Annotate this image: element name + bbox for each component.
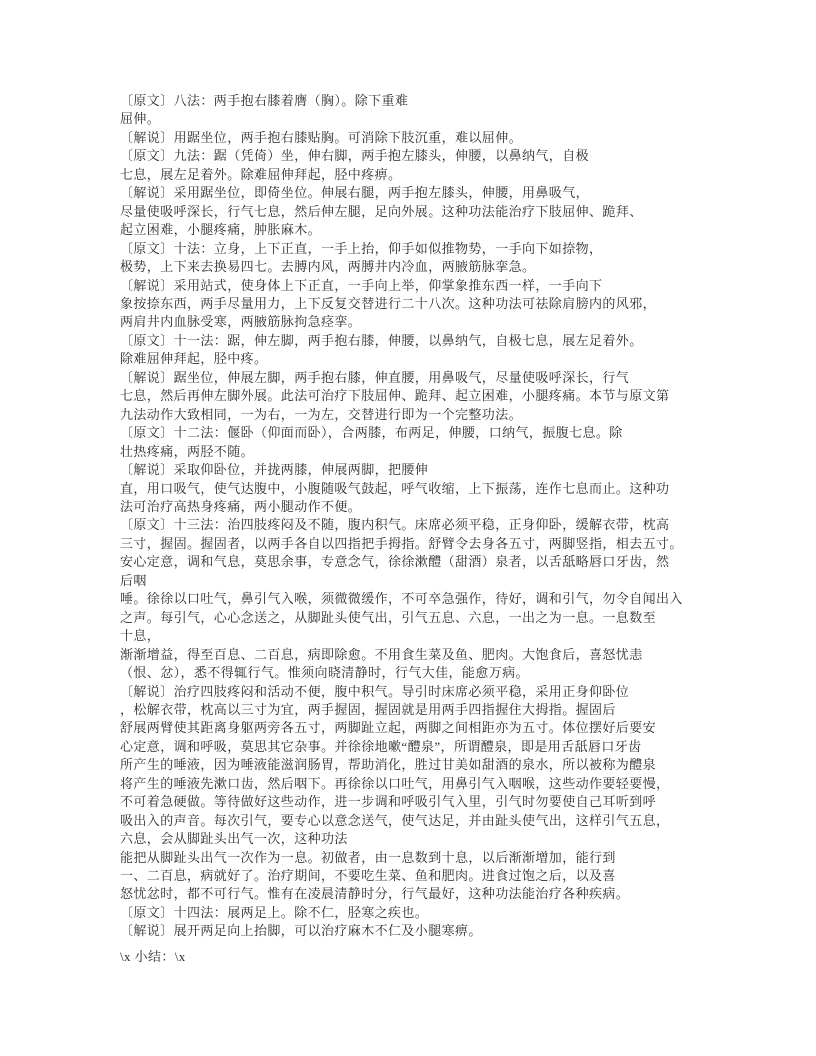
text-line: （恨、忿），悉不得辄行气。惟须向晓清静时，行气大佳，能愈万病。	[120, 665, 529, 681]
text-line: 吸出入的声音。每次引气，要专心以意念送气，使气达足，并由趾头使气出，这样引气五息，	[120, 812, 670, 828]
text-line: 九法动作大致相同，一为右，一为左，交替进行即为一个完整功法。	[120, 406, 523, 422]
text-line: 十息，	[120, 628, 161, 644]
text-line: 一、二百息，病就好了。治疗期间，不要吃生菜、鱼和肥肉。进食过饱之后，以及喜	[120, 868, 616, 884]
text-line: 〔原文〕十法：立身，上下正直，一手上抬，仰手如似推物势，一手向下如捺物，	[120, 240, 603, 256]
text-line: 〔解说〕治疗四肢疼闷和活动不便，腹中积气。导引时床席必须平稳，采用正身仰卧位	[120, 683, 630, 699]
text-line: 〔原文〕八法：两手抱右膝着膺（胸）。除下重难	[120, 93, 409, 108]
text-line: 〔解说〕采用踞坐位，即倚坐位。伸展右腿，两手抱左膝头，伸腰，用鼻吸气，	[120, 185, 590, 201]
text-line: 六息，会从脚趾头出气一次，这种功法	[120, 831, 348, 847]
text-line: 〔解说〕采用站式，使身体上下正直，一手向上举，仰掌象推东西一样，一手向下	[120, 277, 603, 293]
text-line: \x 小结：\x	[120, 948, 186, 964]
text-line: 尽量使吸呼深长，行气七息，然后伸左腿，足向外展。这种功法能治疗下肢屈伸、跪拜、	[120, 203, 643, 219]
text-line: 七息，展左足着外。除难屈伸拜起，胫中疼痹。	[120, 166, 402, 182]
text-line: ，松解衣带，枕高以三寸为宜，两手握固，握固就是用两手四指握住大拇指。握固后	[120, 701, 616, 717]
text-line: 〔解说〕展开两足向上抬脚，可以治疗麻木不仁及小腿寒痹。	[120, 923, 482, 939]
text-line: 象按捺东西，两手尽量用力，上下反复交替进行二十八次。这种功法可祛除肩膀内的风邪，	[120, 295, 657, 311]
text-line: 极势，上下来去换易四七。去膊内风，两膊井内冷血，两腋筋脉挛急。	[120, 259, 536, 275]
text-line: 〔原文〕九法：踞（凭倚）坐，伸右脚，两手抱左膝头，伸腰，以鼻纳气，自极	[120, 148, 590, 164]
text-line: 〔解说〕采取仰卧位，并拢两膝，伸展两脚，把腰伸	[120, 462, 429, 478]
text-line: 唾。徐徐以口吐气，鼻引气入喉，须微微缓作，不可卒急强作，待好，调和引气，勿令自闻出入	[120, 591, 683, 607]
text-line: 〔解说〕用踞坐位，两手抱右膝贴胸。可消除下肢沉重，难以屈伸。	[120, 129, 523, 145]
text-line: 〔原文〕十一法：踞，伸左脚，两手抱右膝，伸腰，以鼻纳气，自极七息，展左足着外。	[120, 332, 643, 348]
text-line: 三寸，握固。握固者，以两手各自以四指把手拇指。舒臂令去身各五寸，两脚竖指，相去五寸。	[120, 535, 683, 551]
text-line: 将产生的唾液先漱口齿，然后咽下。再徐徐以口吐气，用鼻引气入咽喉，这些动作要轻要慢，	[120, 775, 670, 791]
text-line: 两肩井内血脉受寒，两腋筋脉拘急痉挛。	[120, 314, 362, 330]
text-line: 起立困难，小腿疼痛，肿胀麻木。	[120, 222, 322, 238]
document-text-block	[120, 92, 704, 966]
text-line: 不可着急硬做。等待做好这些动作，进一步调和呼吸引气入里，引气时勿要使自己耳听到呼	[120, 794, 657, 810]
text-line: 〔解说〕踞坐位，伸展左脚，两手抱右膝，伸直腰，用鼻吸气，尽量使吸呼深长，行气	[120, 369, 630, 385]
text-line: 安心定意，调和气息，莫思余事，专意念气，徐徐漱醴（甜酒）泉者，以舌舐略唇口牙齿，然	[120, 554, 670, 570]
text-line: 心定意，调和呼吸，莫思其它杂事。并徐徐地嗽“醴泉”，所谓醴泉，即是用舌舐唇口牙齿	[120, 738, 642, 754]
text-line: 〔原文〕十四法：展两足上。除不仁，胫寒之疾也。	[120, 904, 429, 920]
text-line: 后咽	[120, 572, 147, 588]
text-line: 之声。每引气，心心念送之，从脚趾头使气出，引气五息、六息，一出之为一息。一息数至	[120, 609, 657, 625]
text-line: 除难屈伸拜起，胫中疼。	[120, 351, 268, 367]
text-line: 壮热疼痛，两胫不随。	[120, 443, 255, 459]
text-line: 渐渐增益，得至百息、二百息，病即除愈。不用食生菜及鱼、肥肉。大饱食后，喜怒忧恚	[120, 646, 643, 662]
text-line: 屈伸。	[120, 111, 161, 127]
text-line: 直，用口吸气，使气达腹中，小腹随吸气鼓起，呼气收缩，上下振荡，连作七息而止。这种功	[120, 480, 670, 496]
text-line: 〔原文〕十二法：偃卧（仰面而卧），合两膝，布两足，伸腰，口纳气，振腹七息。除	[120, 425, 623, 441]
text-line: 法可治疗高热身疼痛，两小腿动作不便。	[120, 498, 362, 514]
text-line: 怒忧忿时，都不可行气。惟有在凌晨清静时分，行气最好，这种功法能治疗各种疾病。	[120, 886, 630, 902]
text-line: 七息，然后再伸左脚外展。此法可治疗下肢屈伸、跪拜、起立困难，小腿疼痛。本节与原文第	[120, 388, 670, 404]
text-line: 〔原文〕十三法：治四肢疼闷及不随，腹内积气。床席必须平稳，正身仰卧，缓解衣带，枕高	[120, 517, 670, 533]
text-line: 舒展两臂使其距离身躯两旁各五寸，两脚趾立起，两脚之间相距亦为五寸。体位摆好后要安	[120, 720, 657, 736]
text-line: 所产生的唾液，因为唾液能滋润肠胃，帮助消化，胜过甘美如甜酒的泉水，所以被称为醴泉	[120, 757, 657, 773]
text-line: 能把从脚趾头出气一次作为一息。初做者，由一息数到十息，以后渐渐增加，能行到	[120, 849, 616, 865]
